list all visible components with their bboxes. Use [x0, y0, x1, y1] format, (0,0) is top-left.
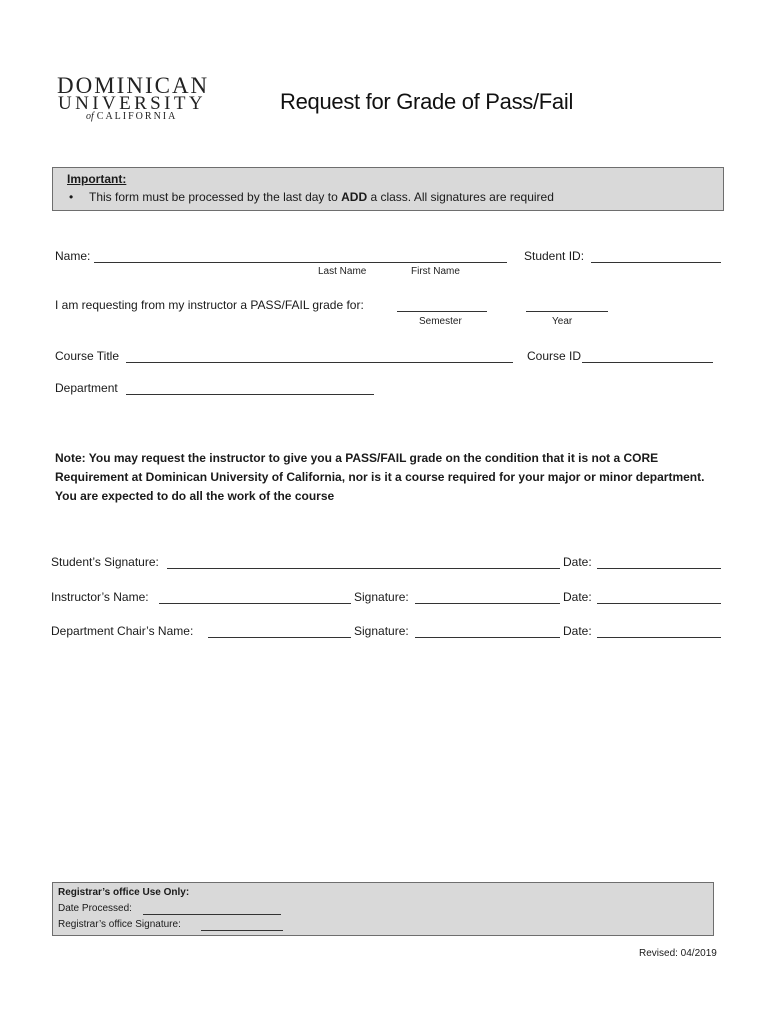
date-processed-field[interactable]	[143, 914, 281, 915]
important-text	[89, 190, 554, 204]
chair-name-field[interactable]	[208, 637, 351, 638]
logo-of: of	[86, 111, 94, 122]
important-heading: Important:	[67, 172, 127, 186]
important-box	[52, 167, 724, 211]
important-bullet: •	[69, 190, 74, 204]
semester-field[interactable]	[397, 311, 487, 312]
chair-signature-field[interactable]	[415, 637, 560, 638]
course-title-field[interactable]	[126, 362, 513, 363]
important-text-add: ADD	[341, 190, 368, 204]
course-id-label: Course ID	[527, 349, 582, 363]
course-id-field[interactable]	[582, 362, 713, 363]
important-text-part1: This form must be processed by the last day to	[89, 190, 342, 204]
last-name-caption: Last Name	[318, 266, 367, 277]
student-signature-field[interactable]	[167, 568, 560, 569]
logo-wordmark-line2: UNIVERSITY	[58, 93, 206, 114]
name-label: Name:	[55, 249, 91, 263]
registrar-signature-label: Registrar’s office Signature:	[58, 919, 181, 930]
instructor-date-label: Date:	[563, 590, 592, 604]
registrar-box	[52, 882, 714, 936]
logo-wordmark-line3	[86, 111, 177, 122]
student-date-label: Date:	[563, 555, 592, 569]
name-field[interactable]	[94, 262, 507, 263]
chair-name-label: Department Chair’s Name:	[51, 624, 194, 638]
date-processed-label: Date Processed:	[58, 903, 132, 914]
student-signature-label: Student’s Signature:	[51, 555, 159, 569]
year-field[interactable]	[526, 311, 608, 312]
student-id-label: Student ID:	[524, 249, 585, 263]
chair-date-label: Date:	[563, 624, 592, 638]
note-line3: You are expected to do all the work of the course	[55, 489, 335, 503]
instructor-signature-label: Signature:	[354, 590, 409, 604]
instructor-name-label: Instructor’s Name:	[51, 590, 149, 604]
note-line1: Note: You may request the instructor to give you a PASS/FAIL grade on the condition that it is not a CORE	[55, 451, 659, 465]
important-text-part2: a class. All signatures are required	[367, 190, 554, 204]
instructor-name-field[interactable]	[159, 603, 351, 604]
registrar-signature-field[interactable]	[201, 930, 283, 931]
student-id-field[interactable]	[591, 262, 721, 263]
course-title-label: Course Title	[55, 349, 120, 363]
request-text: I am requesting from my instructor a PASS/FAIL grade for:	[55, 298, 364, 312]
instructor-date-field[interactable]	[597, 603, 721, 604]
page-title: Request for Grade of Pass/Fail	[280, 89, 574, 114]
department-field[interactable]	[126, 394, 374, 395]
year-caption: Year	[552, 316, 573, 327]
revised-date: Revised: 04/2019	[639, 948, 717, 959]
student-date-field[interactable]	[597, 568, 721, 569]
registrar-heading: Registrar’s office Use Only:	[58, 887, 190, 898]
logo-wordmark-line1: DOMINICAN	[57, 73, 210, 98]
logo-california: CALIFORNIA	[96, 111, 178, 122]
instructor-signature-field[interactable]	[415, 603, 560, 604]
semester-caption: Semester	[419, 316, 462, 327]
chair-date-field[interactable]	[597, 637, 721, 638]
note-line2: Requirement at Dominican University of California, nor is it a course required for your major or minor department.	[55, 470, 705, 484]
department-label: Department	[55, 381, 118, 395]
chair-signature-label: Signature:	[354, 624, 409, 638]
first-name-caption: First Name	[411, 266, 460, 277]
